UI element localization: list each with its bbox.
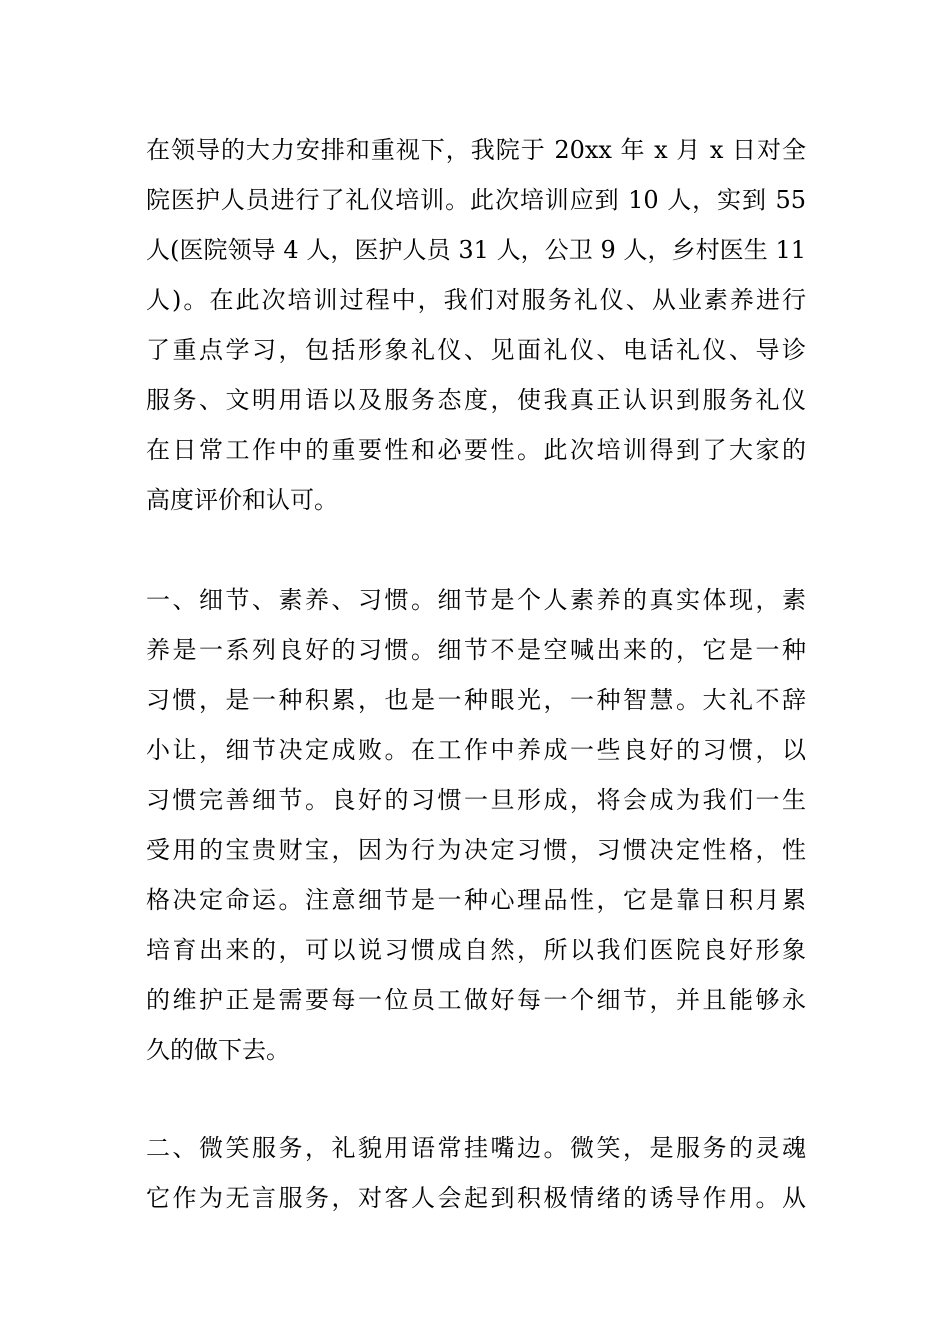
paragraph-line: 在日常工作中的重要性和必要性。此次培训得到了大家的 — [146, 436, 806, 464]
paragraph-line: 服务、文明用语以及服务态度，使我真正认识到服务礼仪 — [146, 386, 806, 414]
paragraph-line: 习惯，是一种积累，也是一种眼光，一种智慧。大礼不辞 — [146, 686, 806, 714]
paragraph-line: 它作为无言服务，对客人会起到积极情绪的诱导作用。从 — [146, 1184, 806, 1212]
paragraph-line: 高度评价和认可。 — [146, 486, 338, 514]
paragraph-line: 养是一系列良好的习惯。细节不是空喊出来的，它是一种 — [146, 636, 806, 664]
paragraph-line: 院医护人员进行了礼仪培训。此次培训应到 10 人，实到 55 — [146, 186, 806, 214]
paragraph-training-summary — [146, 125, 806, 525]
paragraph-line: 人(医院领导 4 人，医护人员 31 人，公卫 9 人，乡村医生 11 — [146, 236, 806, 264]
paragraph-line: 二、微笑服务，礼貌用语常挂嘴边。微笑，是服务的灵魂 — [146, 1134, 806, 1162]
paragraph-line: 了重点学习，包括形象礼仪、见面礼仪、电话礼仪、导诊 — [146, 336, 806, 364]
paragraph-line: 培育出来的，可以说习惯成自然，所以我们医院良好形象 — [146, 936, 806, 964]
paragraph-line: 受用的宝贵财宝，因为行为决定习惯，习惯决定性格，性 — [146, 836, 806, 864]
paragraph-line: 的维护正是需要每一位员工做好每一个细节，并且能够永 — [146, 986, 806, 1014]
paragraph-details-habits — [146, 575, 806, 1075]
paragraph-smile-service — [146, 1123, 806, 1223]
paragraph-line: 小让，细节决定成败。在工作中养成一些良好的习惯，以 — [146, 736, 806, 764]
paragraph-line: 人)。在此次培训过程中，我们对服务礼仪、从业素养进行 — [146, 286, 806, 314]
paragraph-line: 一、细节、素养、习惯。细节是个人素养的真实体现，素 — [146, 586, 806, 614]
paragraph-line: 习惯完善细节。良好的习惯一旦形成，将会成为我们一生 — [146, 786, 806, 814]
paragraph-line: 在领导的大力安排和重视下，我院于 20xx 年 x 月 x 日对全 — [146, 136, 806, 164]
paragraph-line: 格决定命运。注意细节是一种心理品性，它是靠日积月累 — [146, 886, 806, 914]
paragraph-line: 久的做下去。 — [146, 1036, 290, 1064]
